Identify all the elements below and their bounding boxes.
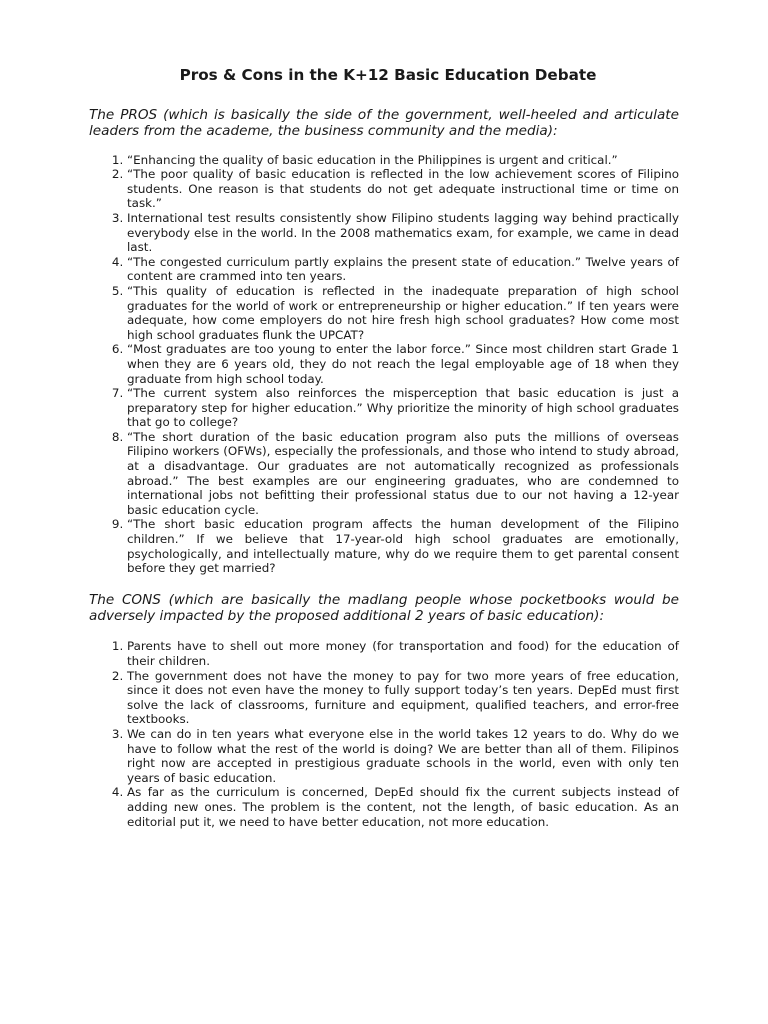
document-title: Pros & Cons in the K+12 Basic Education Debate [179,66,597,84]
pros-item: 7. “The current system also reinforces the misperception that basic education is just a preparatory step for higher education.” Why prioritize the minority of high school graduates that go to college? [127,386,679,430]
cons-item: 3. We can do in ten years what everyone else in the world takes 12 years to do. Why do we have to follow what the rest of the world is doing? We are better than all of them. Filipinos right now are accepted in prestigious graduate schools in the world, even with only ten years of basic education. [127,727,679,785]
pros-item: 5. “This quality of education is reflected in the inadequate preparation of high school graduates for the world of work or entrepreneurship or higher education.” If ten years were adequate, how come employers do not hire fresh high school graduates? How come most high school graduates flunk the UPCAT? [127,284,679,342]
document-page [89,66,679,829]
pros-list [89,153,679,576]
pros-item: 9. “The short basic education program affects the human development of the Filipino children.” If we believe that 17-year-old high school graduates are emotionally, psychologically, and intellectually mature, why do we require them to get parental consent before they get married? [127,517,679,575]
pros-item: 6. “Most graduates are too young to enter the labor force.” Since most children start Grade 1 when they are 6 years old, they do not reach the legal employable age of 18 when they graduate from high school today. [127,342,679,386]
cons-item: 1. Parents have to shell out more money (for transportation and food) for the education of their children. [127,639,679,668]
pros-item: 4. “The congested curriculum partly explains the present state of education.” Twelve years of content are crammed into ten years. [127,255,679,284]
pros-item: 8. “The short duration of the basic education program also puts the millions of overseas Filipino workers (OFWs), especially the professionals, and those who intend to study abroad, at a disadvantage. Our graduates are not automatically recognized as professionals abroad.” The best examples are our engineering graduates, who are condemned to international jobs not befitting their professional status due to our not having a 12-year basic education cycle. [127,430,679,518]
pros-item: 3. International test results consistently show Filipino students lagging way behind practically everybody else in the world. In the 2008 mathematics exam, for example, we came in dead last. [127,211,679,255]
cons-list [89,639,679,829]
pros-heading: The PROS (which is basically the side of the government, well-heeled and articulate leaders from the academe, the business community and the media): [89,107,679,139]
pros-item: 2. “The poor quality of basic education is reflected in the low achievement scores of Filipino students. One reason is that students do not get adequate instructional time or time on task.” [127,167,679,211]
cons-item: 4. As far as the curriculum is concerned, DepEd should fix the current subjects instead of adding new ones. The problem is the content, not the length, of basic education. As an editorial put it, we need to have better education, not more education. [127,785,679,829]
pros-item: 1. “Enhancing the quality of basic education in the Philippines is urgent and critical.” [127,153,679,168]
cons-item: 2. The government does not have the money to pay for two more years of free education, since it does not even have the money to fully support today’s ten years. DepEd must first solve the lack of classrooms, furniture and equipment, qualified teachers, and error-free textbooks. [127,669,679,727]
cons-heading: The CONS (which are basically the madlang people whose pocketbooks would be adversely impacted by the proposed additional 2 years of basic education): [89,591,679,624]
